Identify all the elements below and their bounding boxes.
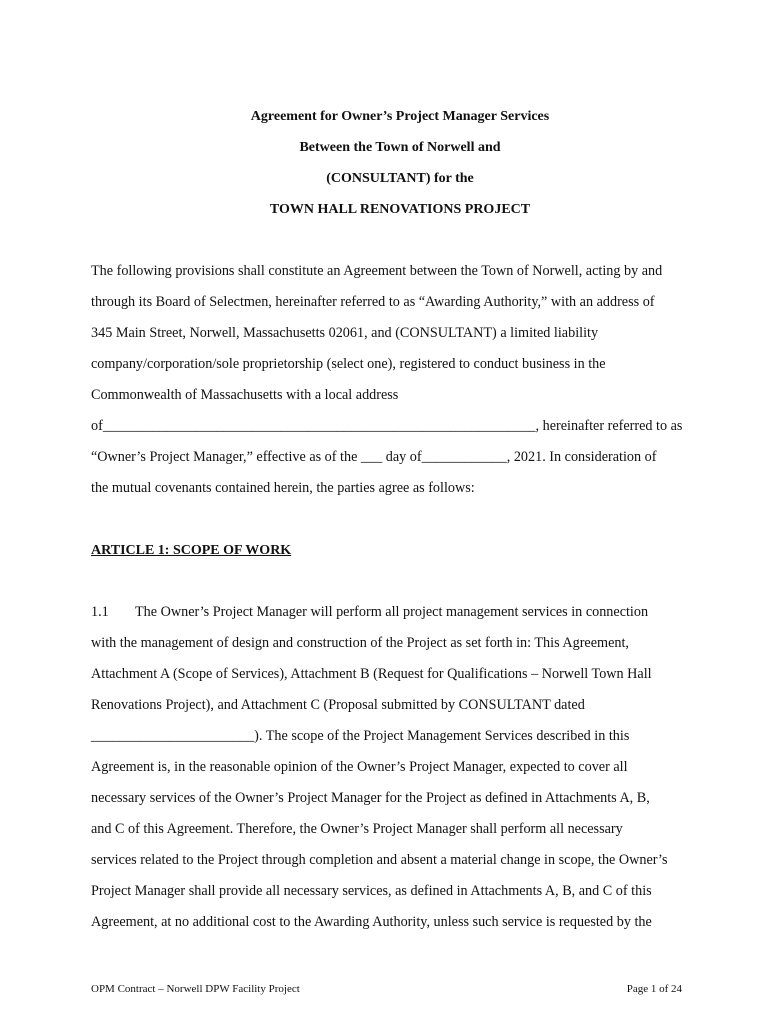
section-line: Agreement is, in the reasonable opinion of the Owner’s Project Manager, expected to cover all [91,759,628,775]
section-number: 1.1 [91,604,109,620]
title-line-4: TOWN HALL RENOVATIONS PROJECT [269,202,531,217]
footer-page-number: Page 1 of 24 [626,983,682,995]
intro-line: the mutual covenants contained herein, the parties agree as follows: [91,480,475,496]
intro-line: through its Board of Selectmen, hereinafter referred to as “Awarding Authority,” with an address of [91,294,655,310]
section-line: with the management of design and construction of the Project as set forth in: This Agreement, [91,635,629,651]
section-text: The Owner’s Project Manager will perform all project management services in connection [135,604,649,620]
section-line: _______________________). The scope of the Project Management Services described in this [91,728,630,744]
section-line: and C of this Agreement. Therefore, the Owner’s Project Manager shall perform all necessary [91,821,623,837]
section-1-1-first-line [91,603,711,621]
section-line: necessary services of the Owner’s Project Manager for the Project as defined in Attachments A, B, [91,790,650,806]
section-line: Attachment A (Scope of Services), Attachment B (Request for Qualifications – Norwell Town Hall [91,666,652,682]
title-line-2: Between the Town of Norwell and [299,140,501,155]
intro-line: The following provisions shall constitute an Agreement between the Town of Norwell, acting by and [91,263,663,279]
section-line: Project Manager shall provide all necessary services, as defined in Attachments A, B, and C of this [91,883,652,899]
article-1-heading: ARTICLE 1: SCOPE OF WORK [91,543,292,558]
section-line: services related to the Project through completion and absent a material change in scope, the Owner’s [91,852,668,868]
footer-document-title: OPM Contract – Norwell DPW Facility Project [91,983,300,995]
section-line: Renovations Project), and Attachment C (Proposal submitted by CONSULTANT dated [91,697,585,713]
title-line-1: Agreement for Owner’s Project Manager Services [250,109,550,124]
title-line-3: (CONSULTANT) for the [326,171,474,186]
intro-line: company/corporation/sole proprietorship (select one), registered to conduct business in the [91,356,606,372]
intro-line: “Owner’s Project Manager,” effective as of the ___ day of____________, 2021. In consideration of [91,449,657,465]
intro-line: of_____________________________________________________________, hereinafter referred to as [91,418,683,434]
intro-line: 345 Main Street, Norwell, Massachusetts 02061, and (CONSULTANT) a limited liability [91,325,599,341]
intro-line: Commonwealth of Massachusetts with a local address [91,387,399,403]
section-line: Agreement, at no additional cost to the Awarding Authority, unless such service is requested by the [91,914,652,930]
